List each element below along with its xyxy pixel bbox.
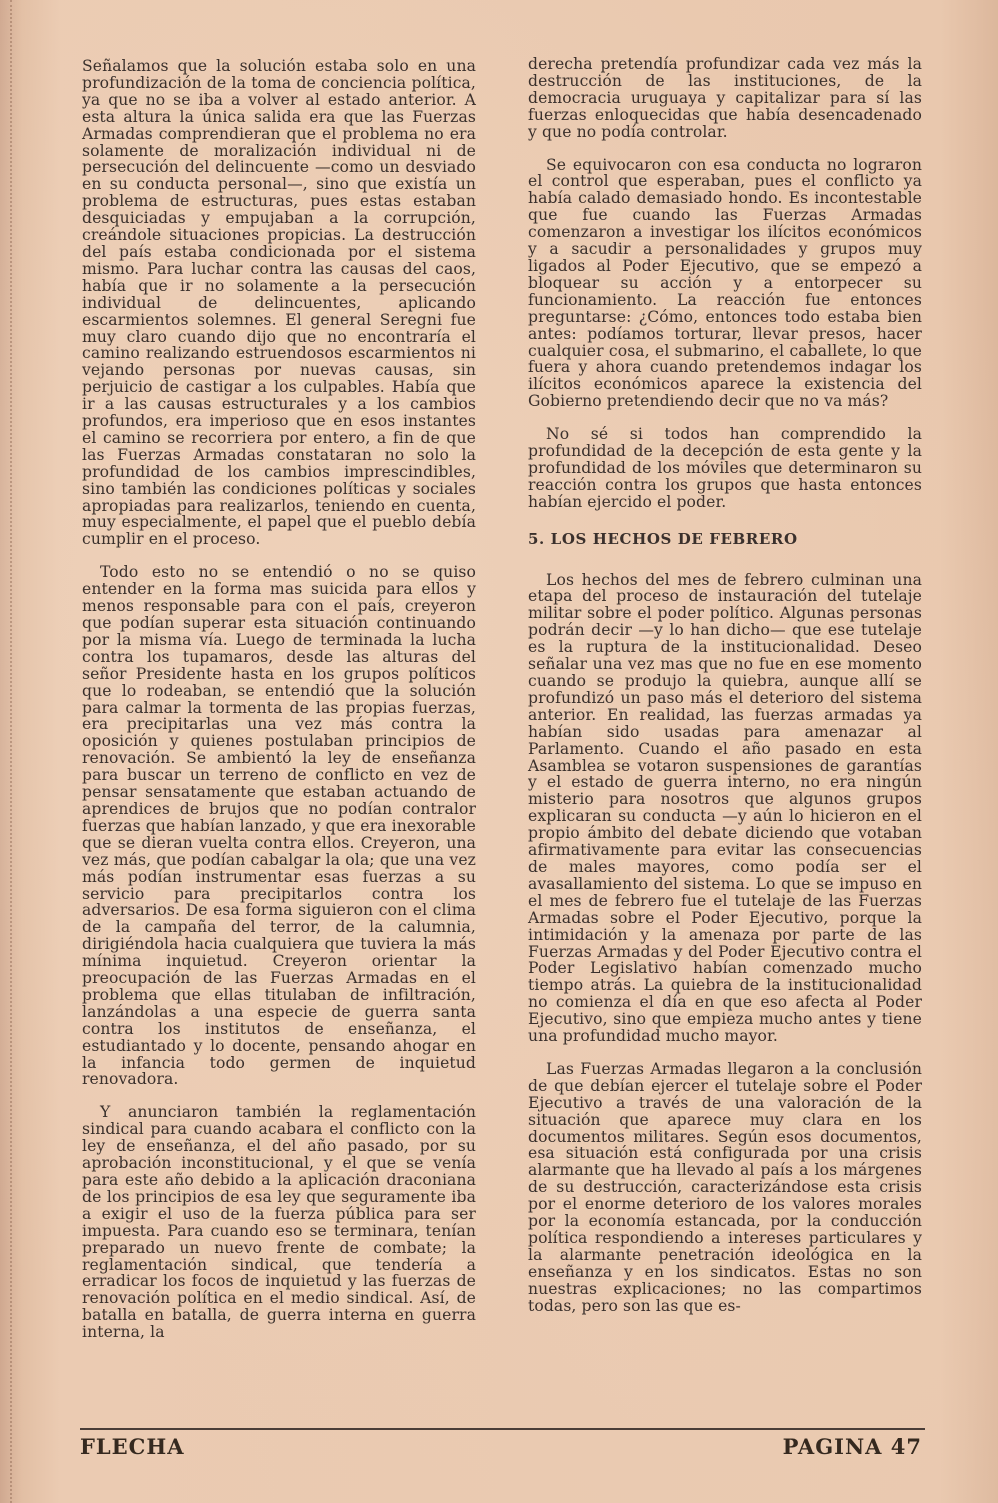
- right-column: [528, 56, 922, 1331]
- paragraph: Todo esto no se entendió o no se quiso entender en la forma mas suicida para ellos y menos responsable para con el país, creyeron que podían superar esta situación continuando por la misma vía. Luego de terminada la lucha contra los tupamaros, desde las alturas del señor Presidente hasta en los grupos políticos que lo rodeaban, se entendió que la solución para calmar la tormenta de las propias fuerzas, era precipitarlas una vez más contra la oposición y quienes postulaban principios de renovación. Se ambientó la ley de enseñanza para buscar un terreno de conflicto en vez de pensar sensatamente que estaban actuando de aprendices de brujos que no podían contralor fuerzas que habían lanzado, y que era inexorable que se dieran vuelta contra ellos. Creyeron, una vez más, que podían cabalgar la ola; que una vez más podían instrumentar esas fuerzas a su servicio para precipitarlos contra los adversarios. De esa forma siguieron con el clima de la campaña del terror, de la calumnia, dirigiéndola hacia cualquiera que tuviera la más mínima inquietud. Creyeron orientar la preocupación de las Fuerzas Armadas en el problema que ellas titulaban de infiltración, lanzándolas a una especie de guerra santa contra los institutos de enseñanza, el estudiantado y lo docente, pensando ahogar en la infancia todo germen de inquietud renovadora.: [82, 563, 477, 1089]
- paragraph: Y anunciaron también la reglamentación sindical para cuando acabara el conflicto con la ley de enseñanza, el del año pasado, por su aprobación inconstitucional, y el que se venía para este año debido a la aplicación draconiana de los principios de esa ley que seguramente iba a exigir el uso de la fuerza pública para ser impuesta. Para cuando eso se terminara, tenían preparado un nuevo frente de combate; la reglamentación sindical, que tendería a erradicar los focos de inquietud y las fuerzas de renovación política en el medio sindical. Así, de batalla en batalla, de guerra interna en guerra interna, la: [82, 1103, 476, 1342]
- paragraph: No sé si todos han comprendido la profundidad de la decepción de esta gente y la profundidad de los móviles que determinaron su reacción contra los grupos que hasta entonces habían ejercido el poder.: [528, 425, 922, 511]
- paragraph: Las Fuerzas Armadas llegaron a la conclusión de que debían ejercer el tutelaje sobre el Poder Ejecutivo a través de una valoración de la situación que aparece muy clara en los documentos militares. Según esos documentos, esa situación está configurada por una crisis alarmante que ha llevado al país a los márgenes de su destrucción, caracterizándose esta crisis por el enorme deterioro de los valores morales por la economía estancada, por la conducción política respondiendo a intereses particulares y la alarmante penetración ideológica en la enseñanza y en los sindicatos. Estas no son nuestras explicaciones; no las compartimos todas, pero son las que es-: [528, 1059, 922, 1315]
- paragraph: Los hechos del mes de febrero culminan una etapa del proceso de instauración del tutelaje militar sobre el poder político. Algunas personas podrán decir —y lo han dicho— que ese tutelaje es la ruptura de la institucionalidad. Deseo señalar una vez mas que no fue en ese momento cuando se produjo la quiebra, aunque allí se profundizó un paso más el deterioro del sistema anterior. En realidad, las fuerzas armadas ya habían sido usadas para amenazar al Parlamento. Cuando el año pasado en esta Asamblea se votaron suspensiones de garantías y el estado de guerra interno, no era ningún misterio para nosotros que algunos grupos explicaran su conducta —y aún lo hicieron en el propio ámbito del debate diciendo que votaban afirmativamente para evitar las consecuencias de males mayores, como podía ser el avasallamiento del sistema. Lo que se impuso en el mes de febrero fue el tutelaje de las Fuerzas Armadas sobre el Poder Ejecutivo, porque la intimidación y la amenaza por parte de las Fuerzas Armadas y del Poder Ejecutivo contra el Poder Legislativo habían comenzado mucho tiempo atrás. La quiebra de la institucionalidad no comienza el día en que eso afecta al Poder Ejecutivo, sino que empieza mucho antes y tiene una profundidad mucho mayor.: [528, 570, 922, 1046]
- publication-name: FLECHA: [80, 1434, 185, 1459]
- binding-holes: [10, 0, 22, 1503]
- page-number: PAGINA 47: [782, 1434, 922, 1459]
- paragraph: Señalamos que la solución estaba solo en una profundización de la toma de conciencia política, ya que no se iba a volver al estado anterior. A esta altura la única salida era que las Fuerzas Armadas comprendieran que el problema no era solamente de moralización individual ni de persecución del delincuente —como un desviado en su conducta personal—, sino que existía un problema de estructuras, pues estas estaban desquiciadas y empujaban a la corrupción, creándole situaciones propicias. La destrucción del país estaba condicionada por el sistema mismo. Para luchar contra las causas del caos, había que ir no solamente a la persecución individual de delincuentes, aplicando escarmientos solemnes. El general Seregni fue muy claro cuando dijo que no encontraría el camino realizando estruendosos escarmientos ni vejando personas por nuevas causas, sin perjuicio de castigar a los culpables. Había que ir a las causas estructurales y a los cambios profundos, era imperioso que en esos instantes el camino se recorriera por entero, a fin de que las Fuerzas Armadas constataran no solo la profundidad de los cambios imprescindibles, sino también las condiciones políticas y sociales apropiadas para realizarlos, teniendo en cuenta, muy especialmente, el papel que el pueblo debía cumplir en el proceso.: [82, 57, 476, 549]
- paragraph: Se equivocaron con esa conducta no lograron el control que esperaban, pues el conflicto ya había calado demasiado hondo. Es incontestable que fue cuando las Fuerzas Armadas comenzaron a investigar los ilícitos económicos y a sacudir a personalidades y grupos muy ligados al Poder Ejecutivo, que se empezó a bloquear su acción y a entorpecer su funcionamiento. La reacción fue entonces preguntarse: ¿Cómo, entonces todo estaba bien antes: podíamos torturar, llevar presos, hacer cualquier cosa, el submarino, el caballete, lo que fuera y ahora cuando pretendemos indagar los ilícitos económicos aparece la existencia del Gobierno pretendiendo decir que no va más?: [528, 155, 922, 411]
- left-column: [82, 58, 476, 1357]
- footer-divider: [80, 1428, 925, 1430]
- section-heading: 5. LOS HECHOS DE FEBRERO: [528, 529, 798, 548]
- paragraph: derecha pretendía profundizar cada vez más la destrucción de las instituciones, de la democracia uruguaya y capitalizar para sí las fuerzas enloquecidas que había desencadenado y que no podía controlar.: [528, 55, 922, 141]
